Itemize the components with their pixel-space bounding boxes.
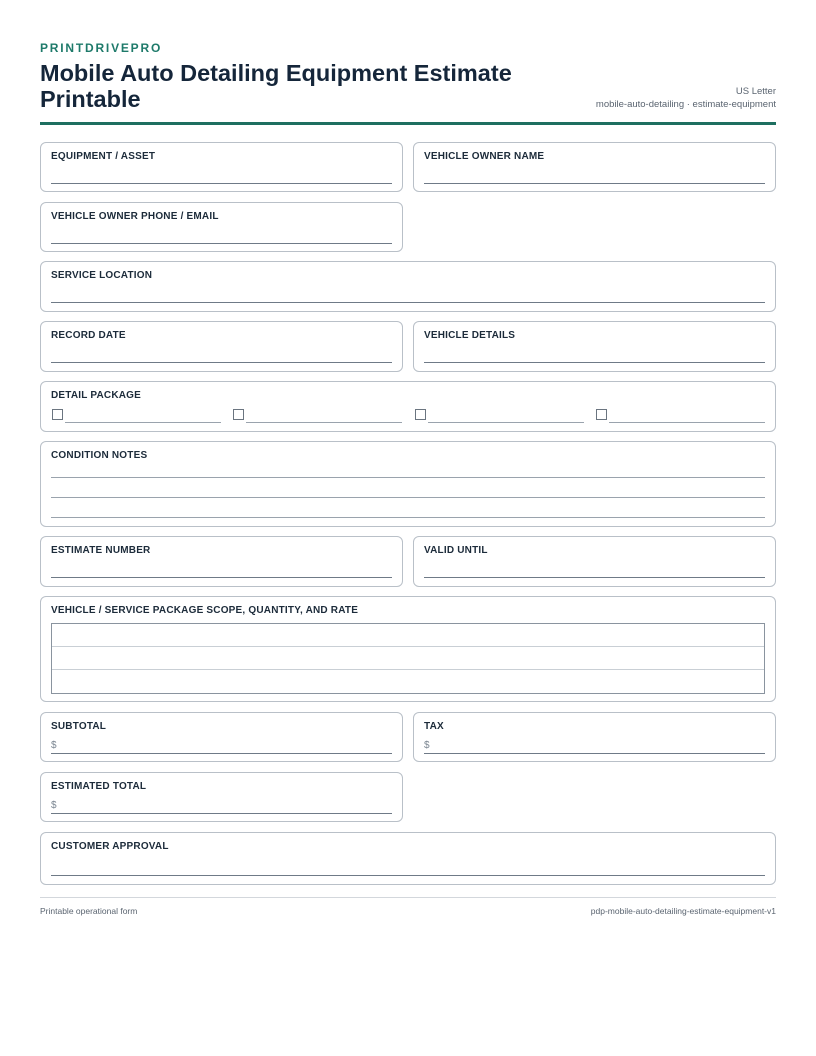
valid-until-field[interactable] [413,536,776,587]
valid-until-label: VALID UNTIL [424,545,488,556]
record-date-label: RECORD DATE [51,330,126,341]
owner-contact-label: VEHICLE OWNER PHONE / EMAIL [51,211,219,222]
detail-package-label: DETAIL PACKAGE [51,390,142,401]
owner-name-field[interactable] [413,142,776,192]
estimate-number-input-line[interactable] [51,577,392,578]
owner-name-input-line[interactable] [424,183,765,184]
detail-package-field [40,381,776,432]
paper-size: US Letter [735,86,776,97]
notes-line-2[interactable] [51,497,765,498]
tax-currency: $ [424,740,430,751]
estimated-total-input-line[interactable] [51,813,392,814]
scope-table-field [40,596,776,702]
vehicle-details-field[interactable] [413,321,776,372]
estimate-number-field[interactable] [40,536,403,587]
document-meta [596,85,776,111]
subtotal-field[interactable] [40,712,403,762]
footer-document-id: pdp-mobile-auto-detailing-estimate-equipment-v1 [590,906,776,916]
package-option-line-1[interactable] [65,422,221,423]
owner-name-label: VEHICLE OWNER NAME [424,151,545,162]
service-location-input-line[interactable] [51,302,765,303]
condition-notes-label: CONDITION NOTES [51,450,148,461]
equipment-input-line[interactable] [51,183,392,184]
scope-table-label: VEHICLE / SERVICE PACKAGE SCOPE, QUANTITY, AND RATE [51,605,359,616]
service-location-label: SERVICE LOCATION [51,270,153,281]
customer-approval-label: CUSTOMER APPROVAL [51,841,169,852]
package-checkbox-4[interactable] [596,409,607,420]
record-date-field[interactable] [40,321,403,372]
record-date-input-line[interactable] [51,362,392,363]
vehicle-details-label: VEHICLE DETAILS [424,330,516,341]
package-checkbox-1[interactable] [52,409,63,420]
package-checkbox-2[interactable] [233,409,244,420]
tax-field[interactable] [413,712,776,762]
owner-contact-input-line[interactable] [51,243,392,244]
subtotal-currency: $ [51,740,57,751]
customer-approval-field[interactable] [40,832,776,885]
table-row[interactable] [52,624,764,647]
tax-label: TAX [424,721,444,732]
customer-approval-signature-line[interactable] [51,875,765,876]
notes-line-3[interactable] [51,517,765,518]
package-checkbox-3[interactable] [415,409,426,420]
equipment-label: EQUIPMENT / ASSET [51,151,156,162]
vehicle-details-input-line[interactable] [424,362,765,363]
service-location-field[interactable] [40,261,776,312]
scope-table [51,623,765,694]
estimated-total-label: ESTIMATED TOTAL [51,781,147,792]
tax-input-line[interactable] [424,753,765,754]
brand-name: PRINTDRIVEPRO [40,41,163,55]
valid-until-input-line[interactable] [424,577,765,578]
estimate-number-label: ESTIMATE NUMBER [51,545,151,556]
owner-contact-field[interactable] [40,202,403,252]
document-slug: mobile-auto-detailing · estimate-equipment [595,99,776,110]
package-option-line-4[interactable] [609,422,765,423]
estimated-total-currency: $ [51,800,57,811]
estimated-total-field[interactable] [40,772,403,822]
table-row[interactable] [52,670,764,693]
subtotal-label: SUBTOTAL [51,721,107,732]
table-row[interactable] [52,647,764,670]
equipment-field[interactable] [40,142,403,192]
footer-divider [40,897,776,898]
page-title: Mobile Auto Detailing Equipment Estimate Printable [40,60,512,112]
notes-line-1[interactable] [51,477,765,478]
package-option-line-3[interactable] [428,422,584,423]
condition-notes-field[interactable] [40,441,776,527]
header-rule [40,122,776,125]
package-option-line-2[interactable] [246,422,402,423]
subtotal-input-line[interactable] [51,753,392,754]
footer-left-text: Printable operational form [40,906,138,916]
